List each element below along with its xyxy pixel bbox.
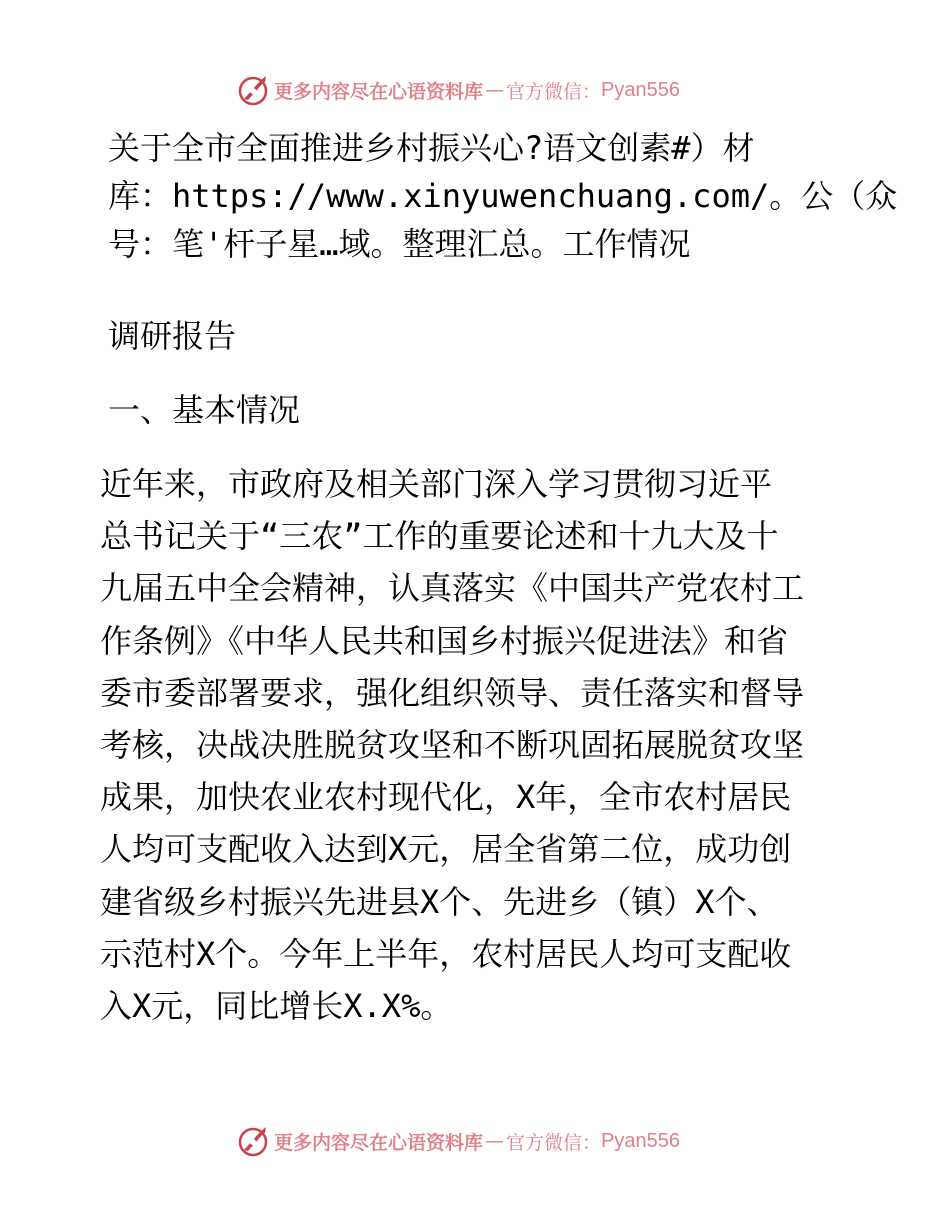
watermark-title: 更多内容尽在心语资料库 xyxy=(274,1131,484,1154)
paragraph-line: 委市委部署要求，强化组织领导、责任落实和督导 xyxy=(100,673,805,712)
watermark-title: 更多内容尽在心语资料库 xyxy=(274,80,484,103)
paragraph-line: 建省级乡村振兴先进县X个、先进乡（镇）X个、 xyxy=(100,882,779,921)
watermark-account-label: 官方微信： xyxy=(506,1131,602,1154)
paragraph-line: 近年来，市政府及相关部门深入学习贯彻习近平 xyxy=(100,465,773,503)
paragraph-line: 成果，加快农业农村现代化，X年，全市农村居民 xyxy=(100,778,792,817)
quill-logo-icon xyxy=(236,1124,270,1158)
section-heading: 一、基本情况 xyxy=(108,391,301,429)
header-watermark xyxy=(236,70,680,110)
title-line: 库：https://www.xinyuwenchuang.com/。公（众 xyxy=(108,177,898,215)
paragraph-line: 总书记关于“三农”工作的重要论述和十九大及十 xyxy=(100,517,779,556)
watermark-dash: — xyxy=(485,79,505,101)
paragraph-line: 九届五中全会精神，认真落实《中国共产党农村工 xyxy=(100,569,805,608)
paragraph-line: 示范村X个。今年上半年，农村居民人均可支配收 xyxy=(100,934,792,973)
watermark-dash: — xyxy=(485,1130,505,1152)
document-subtitle: 调研报告 xyxy=(108,317,237,355)
footer-watermark xyxy=(236,1121,680,1161)
watermark-account-id: Pyan556 xyxy=(601,1129,680,1152)
paragraph-line: 人均可支配收入达到X元，居全省第二位，成功创 xyxy=(100,830,792,869)
watermark-account-label: 官方微信： xyxy=(506,80,602,103)
body-paragraph xyxy=(100,458,860,1032)
paragraph-line: 考核，决战决胜脱贫攻坚和不断巩固拓展脱贫攻坚 xyxy=(100,726,805,765)
title-line: 关于全市全面推进乡村振兴心?语文创素#）材 xyxy=(108,129,755,167)
title-line: 号：笔'杆子星…域。整理汇总。工作情况 xyxy=(108,225,691,263)
document-title xyxy=(108,124,898,268)
paragraph-line: 作条例》《中华人民共和国乡村振兴促进法》和省 xyxy=(100,621,789,660)
quill-logo-icon xyxy=(236,73,270,107)
paragraph-line: 入X元，同比增长X.X%。 xyxy=(100,987,453,1026)
watermark-account-id: Pyan556 xyxy=(601,78,680,101)
